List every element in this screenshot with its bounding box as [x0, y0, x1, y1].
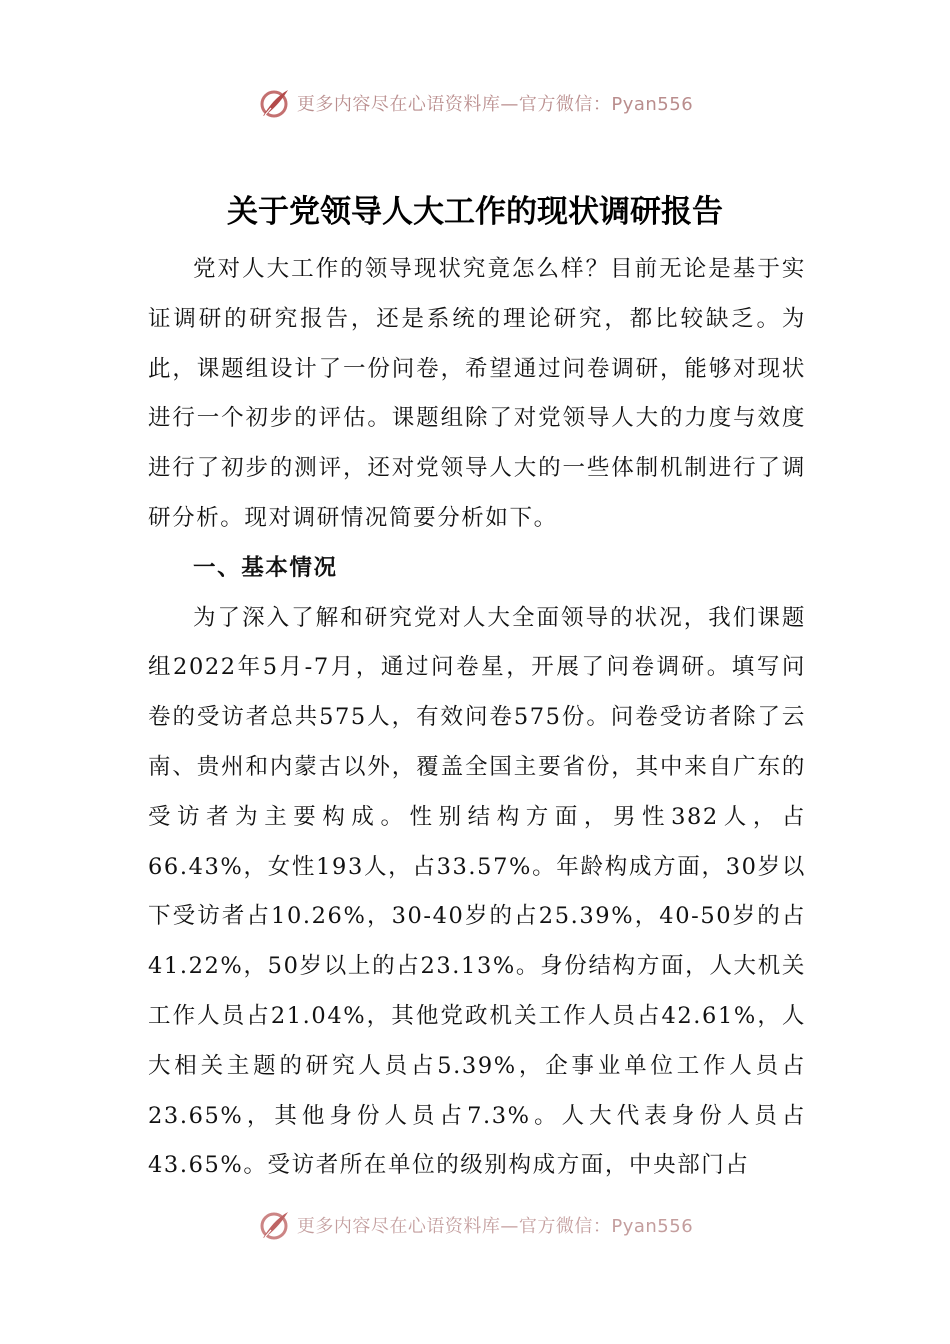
watermark-text: 更多内容尽在心语资料库—官方微信：Pyan556 — [296, 94, 694, 115]
section-paragraph: 为了深入了解和研究党对人大全面领导的状况，我们课题组2022年5月-7月，通过问卷星，开展了问卷调研。填写问卷的受访者总共575人，有效问卷575份。问卷受访者除了云南、贵州和内蒙古以外，覆盖全国主要省份，其中来自广东的受访者为主要构成。性别结构方面，男性382人，占66.43%，女性193人，占33.57%。年龄构成方面，30岁以下受访者占10.26%，30-40岁的占25.39%，40-50岁的占41.22%，50岁以上的占23.13%。身份结构方面，人大机关工作人员占21.04%，其他党政机关工作人员占42.61%，人大相关主题的研究人员占5.39%，企事业单位工作人员占23.65%，其他身份人员占7.3%。人大代表身份人员占43.65%。受访者所在单位的级别构成方面，中央部门占 — [148, 604, 806, 1179]
quill-pen-logo-icon — [257, 86, 291, 120]
header-watermark — [0, 86, 950, 120]
footer-watermark — [0, 1208, 950, 1242]
section-heading: 一、基本情况 — [193, 554, 338, 581]
intro-paragraph: 党对人大工作的领导现状究竟怎么样？目前无论是基于实证调研的研究报告，还是系统的理论研究，都比较缺乏。为此，课题组设计了一份问卷，希望通过问卷调研，能够对现状进行一个初步的评估。课题组除了对党领导人大的力度与效度进行了初步的测评，还对党领导人大的一些体制机制进行了调研分析。现对调研情况简要分析如下。 — [148, 256, 806, 531]
document-body — [148, 245, 806, 1191]
watermark-text: 更多内容尽在心语资料库—官方微信：Pyan556 — [296, 1216, 694, 1237]
document-title: 关于党领导人大工作的现状调研报告 — [227, 194, 723, 230]
quill-pen-logo-icon — [257, 1208, 291, 1242]
